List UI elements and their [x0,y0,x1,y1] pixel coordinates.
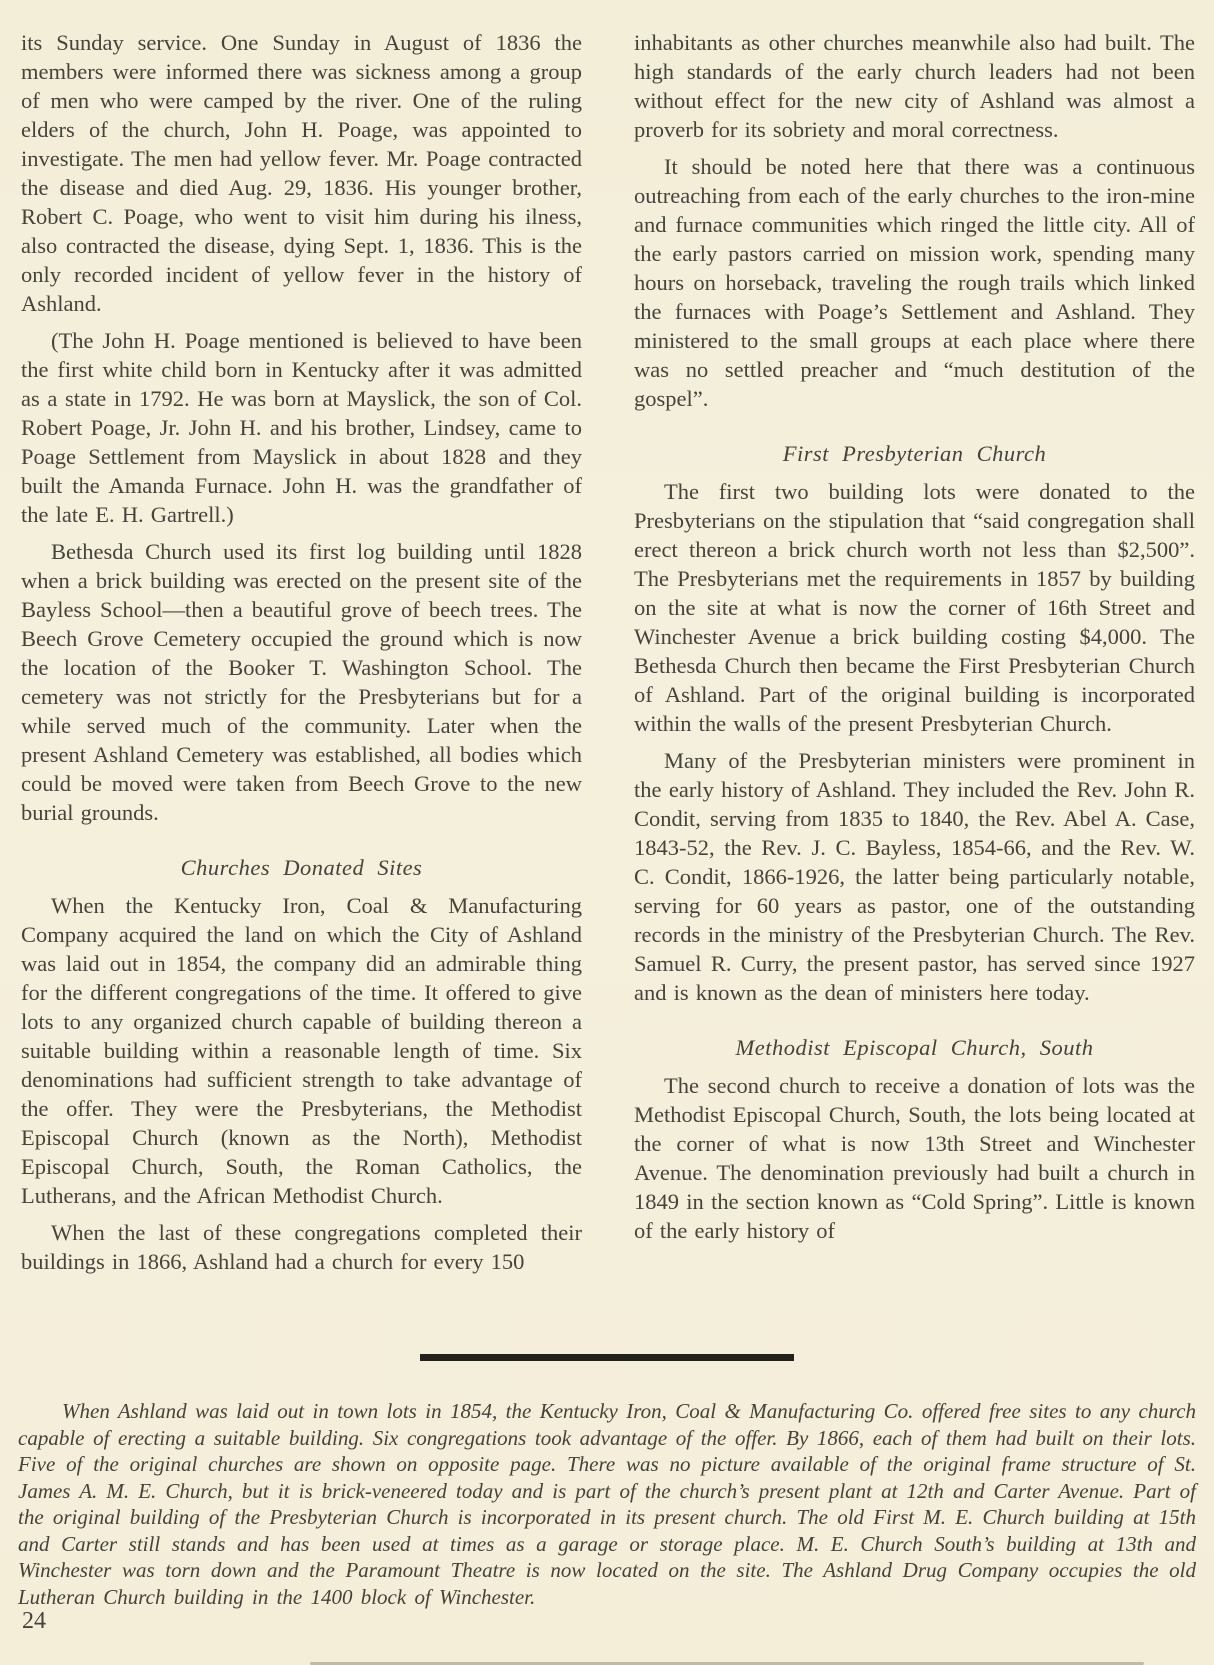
footnote-text: When Ashland was laid out in town lots in 1854, the Kentucky Iron, Coal & Manufacturing Co. offered free sites to any church capable of erecting a suitable building. Six congregations took advantage of the offer. By 1866, each of them had built on their lots. Five of the original churches are shown on opposite page. There was no picture available of the original frame structure of St. James A. M. E. Church, but it is brick-veneered today and is part of the church’s present plant at 12th and Carter Avenue. Part of the original building of the Presbyterian Church is incorporated in its present church. The old First M. E. Church building at 15th and Carter still stands and has been used at times as a garage or storage place. M. E. Church South’s building at 13th and Winchester was torn down and the Paramount Theatre is now located on the site. The Ashland Drug Company occupies the old Lutheran Church building in the 1400 block of Winchester. [18,1399,1196,1609]
body-paragraph: Many of the Presbyterian ministers were prominent in the early history of Ashland. They included the Rev. John R. Condit, serving from 1835 to 1840, the Rev. Abel A. Case, 1843-52, the Rev. J. C. Bayless, 1854-66, and the Rev. W. C. Condit, 1866-1926, the latter being particularly notable, serving for 60 years as pastor, one of the outstanding records in the ministry of the Presbyterian Church. The Rev. Samuel R. Curry, the present pastor, has served since 1927 and is known as the dean of ministers here today. [634,748,1195,1005]
two-column-text-block [21,28,1195,1284]
body-paragraph: (The John H. Poage mentioned is believed to have been the first white child born in Kentucky after it was admitted as a state in 1792. He was born at Mayslick, the son of Col. Robert Poage, Jr. John H. and his brother, Lindsey, came to Poage Settlement from Mayslick in about 1828 and they built the Amanda Furnace. John H. was the grandfather of the late E. H. Gartrell.) [21,328,582,527]
footnote-divider-rule [420,1354,794,1361]
body-paragraph: When the Kentucky Iron, Coal & Manufacturing Company acquired the land on which the City of Ashland was laid out in 1854, the company did an admirable thing for the different congregations of the time. It offered to give lots to any organized church capable of building thereon a suitable building within a reasonable length of time. Six denominations had sufficient strength to take advantage of the offer. They were the Presbyterians, the Methodist Episcopal Church (known as the North), Methodist Episcopal Church, South, the Roman Catholics, the Lutherans, and the African Methodist Church. [21,893,582,1208]
body-paragraph: inhabitants as other churches meanwhile also had built. The high standards of the early church leaders had not been without effect for the new city of Ashland was almost a proverb for its sobriety and moral correctness. [634,30,1195,142]
section-heading: First Presbyterian Church [782,441,1047,466]
left-column [21,28,582,1284]
page-number: 24 [22,1608,46,1634]
body-paragraph: The second church to receive a donation of lots was the Methodist Episcopal Church, South, the lots being located at the corner of what is now 13th Street and Winchester Avenue. The denomination previously had built a church in 1849 in the section known as “Cold Spring”. Little is known of the early history of [634,1073,1195,1243]
right-column [634,28,1195,1253]
body-paragraph: The first two building lots were donated to the Presbyterians on the stipulation that “said congregation shall erect thereon a brick church worth not less than $2,500”. The Presbyterians met the requirements in 1857 by building on the site at what is now the corner of 16th Street and Winchester Avenue a brick building costing $4,000. The Bethesda Church then became the First Presbyterian Church of Ashland. Part of the original building is incorporated within the walls of the present Presbyterian Church. [634,479,1195,736]
section-heading: Methodist Episcopal Church, South [735,1035,1094,1060]
section-heading: Churches Donated Sites [180,855,423,880]
body-paragraph: It should be noted here that there was a continuous outreaching from each of the early churches to the iron-mine and furnace communities which ringed the little city. All of the early pastors carried on mission work, spending many hours on horseback, traveling the rough trails which linked the furnaces with Poage’s Settlement and Ashland. They ministered to the small groups at each place where there was no settled preacher and “much destitution of the gospel”. [634,154,1195,411]
body-paragraph: When the last of these congregations completed their buildings in 1866, Ashland had a church for every 150 [21,1220,582,1274]
body-paragraph: Bethesda Church used its first log building until 1828 when a brick building was erected on the present site of the Bayless School—then a beautiful grove of beech trees. The Beech Grove Cemetery occupied the ground which is now the location of the Booker T. Washington School. The cemetery was not strictly for the Presbyterians but for a while served much of the community. Later when the present Ashland Cemetery was established, all bodies which could be moved were taken from Beech Grove to the new burial grounds. [21,539,582,825]
body-paragraph: its Sunday service. One Sunday in August of 1836 the members were informed there was sickness among a group of men who were camped by the river. One of the ruling elders of the church, John H. Poage, was appointed to investigate. The men had yellow fever. Mr. Poage contracted the disease and died Aug. 29, 1836. His younger brother, Robert C. Poage, who went to visit him during his ilness, also contracted the disease, dying Sept. 1, 1836. This is the only recorded incident of yellow fever in the history of Ashland. [21,30,582,316]
